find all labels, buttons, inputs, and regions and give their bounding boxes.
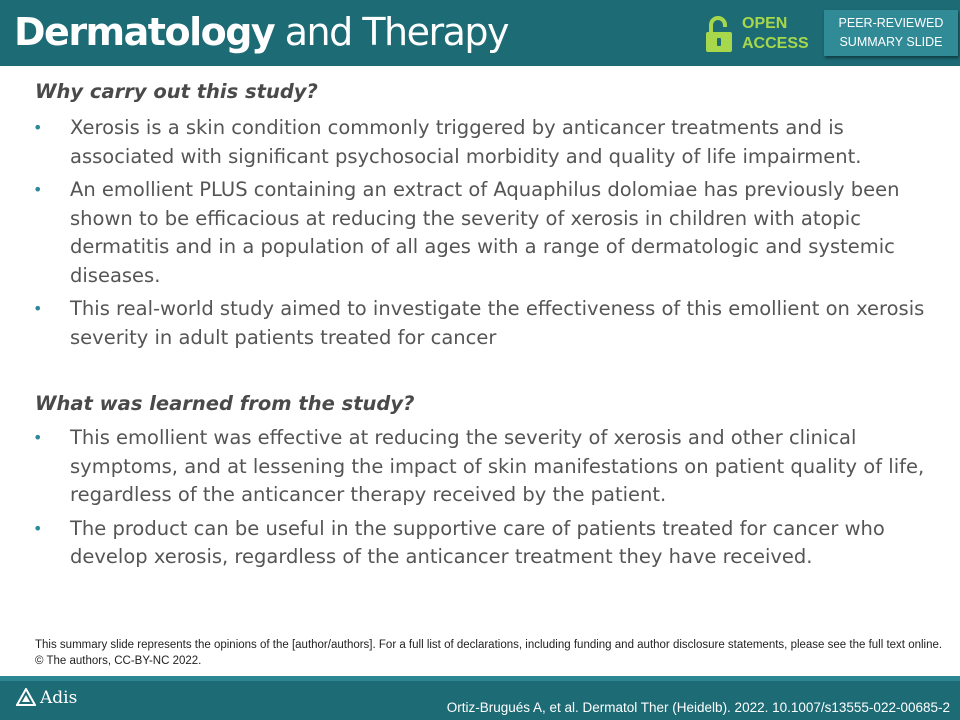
- peer-reviewed-line1: PEER-REVIEWED: [838, 16, 944, 30]
- bullet-icon: •: [33, 118, 43, 137]
- peer-reviewed-badge: [824, 10, 958, 56]
- bullet-icon: •: [33, 180, 43, 199]
- bullet-list-learned: [0, 424, 960, 572]
- section-heading-why: Why carry out this study?: [35, 80, 318, 103]
- bullet-icon: •: [33, 518, 43, 538]
- bullet-icon: •: [33, 428, 43, 447]
- bullet-text: Xerosis is a skin condition commonly triggered by anticancer treatments and is associated with significant psychosocial morbidity and quality of life impairment.: [70, 116, 862, 168]
- journal-title: [14, 4, 508, 60]
- journal-header: [0, 0, 960, 66]
- citation-text: Ortiz-Brugués A, et al. Dermatol Ther (Heidelb). 2022. 10.1007/s13555-022-00685-2: [446, 700, 950, 715]
- footer-stripe: [0, 676, 960, 681]
- bullet-text: The product can be useful in the supportive care of patients treated for cancer who develop xerosis, regardless of the anticancer treatment they have received.: [70, 516, 885, 568]
- adis-logo-icon: [16, 688, 36, 706]
- disclaimer-text: This summary slide represents the opinions of the [author/authors]. For a full list of declarations, including funding and author disclosure statements, please see the full text online. © The authors, CC-BY-NC 2022.: [35, 639, 943, 667]
- publisher-logo: [16, 684, 77, 712]
- open-access-line2: ACCESS: [742, 35, 809, 52]
- journal-title-light: and Therapy: [274, 10, 509, 54]
- bullet-text: This real-world study aimed to investigate the effectiveness of this emollient on xerosis severity in adult patients treated for cancer: [70, 297, 925, 349]
- open-access-label: [742, 14, 809, 54]
- section-heading-learned: What was learned from the study?: [35, 392, 415, 415]
- bullet-text: An emollient PLUS containing an extract of Aquaphilus dolomiae has previously been shown to be efficacious at reducing the severity of xerosis in children with atopic dermatitis and in a population of all ages with a range of dermatologic and systemic diseases.: [70, 178, 900, 287]
- bullet-text: This emollient was effective at reducing the severity of xerosis and other clinical symptoms, and at lessening the impact of skin manifestations on patient quality of life, regardless of the anticancer therapy received by the patient.: [70, 426, 925, 506]
- bullet-list-why: [0, 114, 960, 352]
- list-item: [0, 176, 960, 290]
- journal-title-bold: Dermatology: [14, 10, 275, 54]
- bullet-icon: •: [33, 299, 43, 318]
- list-item: [0, 114, 960, 171]
- open-access-line1: OPEN: [742, 15, 788, 32]
- open-lock-icon: [706, 16, 732, 52]
- peer-reviewed-line2: SUMMARY SLIDE: [839, 35, 943, 49]
- publisher-name: Adis: [40, 688, 78, 708]
- list-item: [0, 295, 960, 352]
- list-item: [0, 515, 960, 572]
- list-item: [0, 424, 960, 510]
